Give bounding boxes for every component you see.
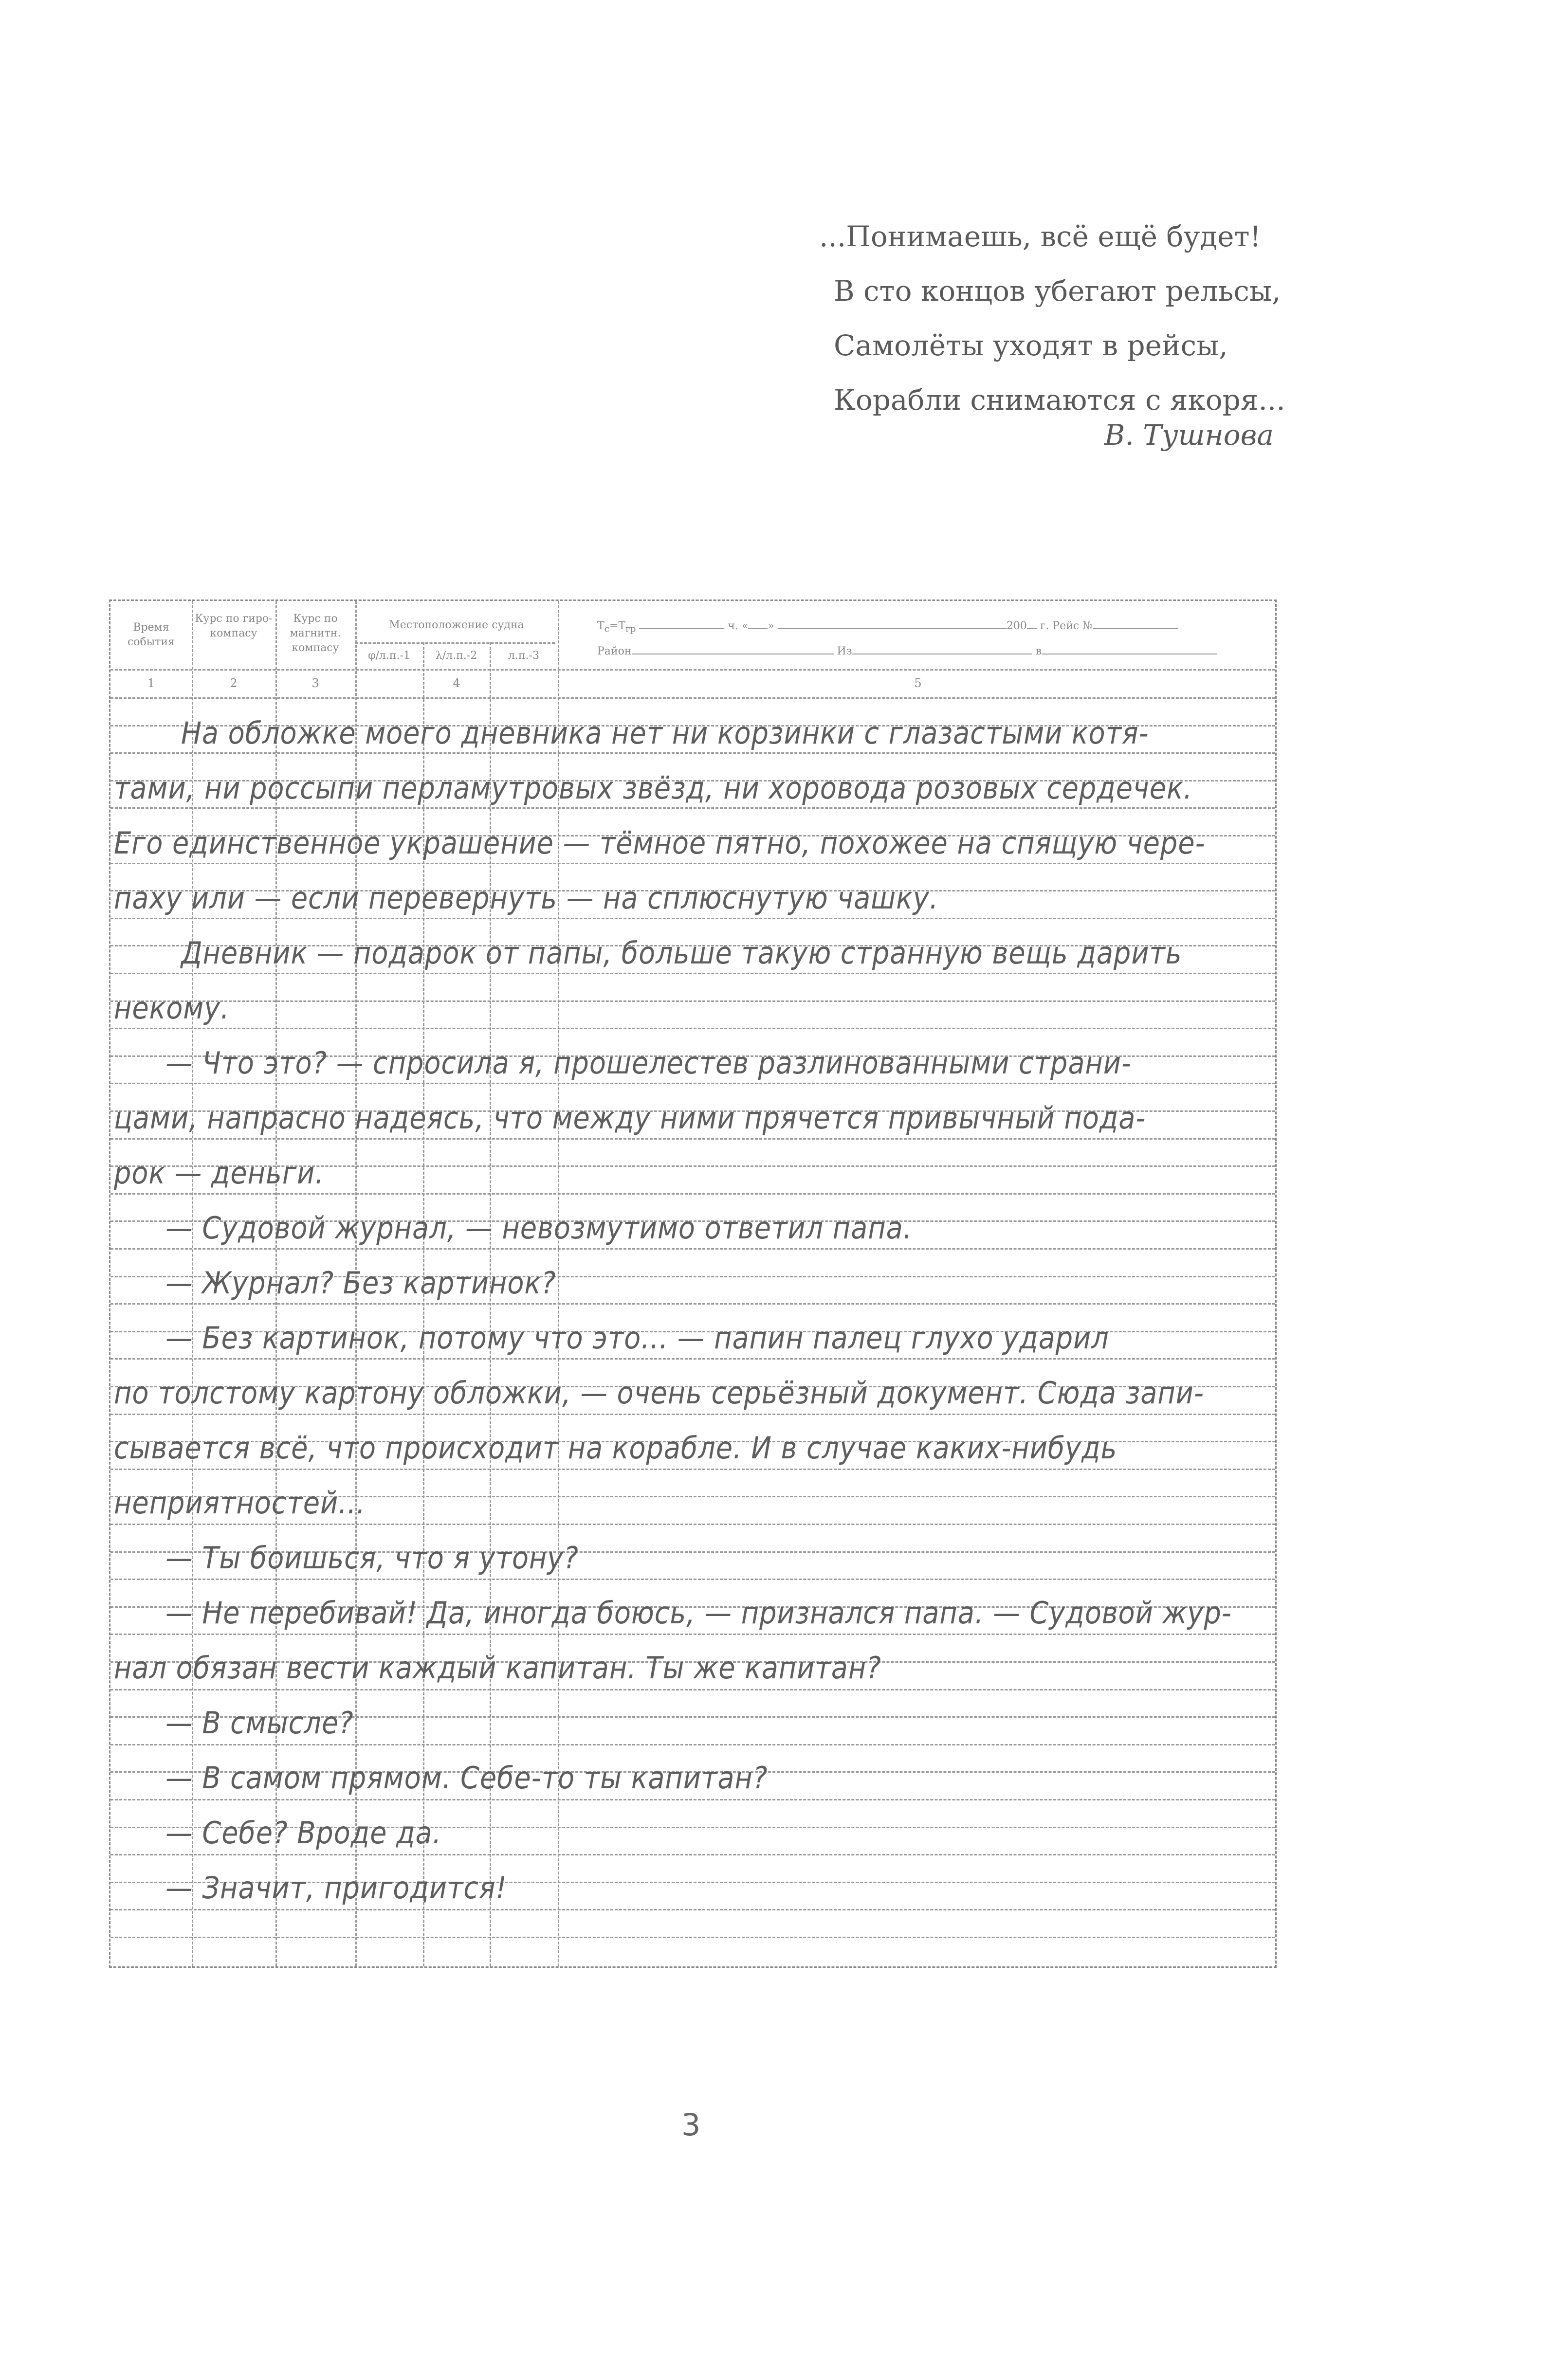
text-line: — Не перебивай! Да, иногда боюсь, — признался папа. — Судовой жур- <box>165 1595 1232 1631</box>
ruled-line <box>110 1799 1275 1800</box>
ruled-line <box>110 1937 1275 1938</box>
epigraph-author: В. Тушнова <box>1104 418 1274 452</box>
epigraph <box>819 209 1285 427</box>
ruled-line <box>110 1579 1275 1580</box>
column-header-magnetic: Курс по магнитн. компасу <box>290 613 341 654</box>
text-line: Дневник — подарок от папы, больше такую странную вещь дарить <box>181 935 1182 971</box>
ruled-line <box>110 1028 1275 1029</box>
header-divider <box>110 669 1275 671</box>
meta-line-route: Район Из в <box>597 645 1217 657</box>
ruled-line <box>110 1414 1275 1415</box>
text-line: нал обязан вести каждый капитан. Ты же капитан? <box>114 1650 881 1686</box>
ruled-line <box>110 1248 1275 1250</box>
text-line: неприятностей... <box>114 1485 366 1521</box>
ruled-line <box>110 1689 1275 1690</box>
ruled-line <box>110 1744 1275 1745</box>
text-line: — Себе? Вроде да. <box>165 1815 442 1851</box>
text-line: — Ты боишься, что я утону? <box>165 1540 579 1576</box>
column-number: 2 <box>230 676 238 690</box>
ruled-line <box>110 1138 1275 1140</box>
text-line: некому. <box>114 990 230 1026</box>
column-header-gyro: Курс по гиро-компасу <box>195 613 273 639</box>
ruled-line <box>110 1193 1275 1195</box>
text-line: Его единственное украшение — тёмное пятно, похожее на спящую чере- <box>114 825 1206 861</box>
meta-line-time-date: $Т_с=Т_{гр}$ ч. « » 200 г. Рейс № <box>597 619 1178 634</box>
ruled-line <box>110 1303 1275 1305</box>
text-line: — В смысле? <box>165 1705 354 1741</box>
text-line: — Журнал? Без картинок? <box>165 1265 556 1301</box>
text-line: — В самом прямом. Себе-то ты капитан? <box>165 1760 768 1796</box>
text-line: тами, ни россыпи перламутровых звёзд, ни хоровода розовых сердечек. <box>114 770 1193 806</box>
subheader-divider <box>355 642 555 644</box>
ruled-line <box>110 1083 1275 1084</box>
column-number: 5 <box>914 676 922 690</box>
text-line: — Судовой журнал, — невозмутимо ответил папа. <box>165 1210 913 1246</box>
text-line: — Значит, пригодится! <box>165 1870 507 1906</box>
ruled-line <box>110 752 1275 754</box>
text-line: по толстому картону обложки, — очень серьёзный документ. Сюда запи- <box>114 1375 1204 1411</box>
epigraph-line: Самолёты уходят в рейсы, <box>834 329 1228 362</box>
epigraph-line: Корабли снимаются с якоря... <box>834 383 1285 417</box>
text-line: рок — деньги. <box>114 1155 324 1191</box>
ruled-line <box>110 1469 1275 1470</box>
ruled-line <box>110 1909 1275 1910</box>
ruled-line <box>110 807 1275 809</box>
text-line: На обложке моего дневника нет ни корзинки с глазастыми котя- <box>181 715 1149 751</box>
text-line: паху или — если перевернуть — на сплюснутую чашку. <box>114 880 939 916</box>
ruled-line <box>110 1000 1275 1002</box>
ruled-line <box>110 973 1275 974</box>
subheader-lp2: λ/л.п.-2 <box>435 650 477 662</box>
ruled-line <box>110 1358 1275 1360</box>
ruled-line <box>110 918 1275 919</box>
ruled-line <box>110 1854 1275 1855</box>
text-line: сывается всё, что происходит на корабле. И в случае каких-нибудь <box>114 1430 1117 1466</box>
number-row-divider <box>110 697 1275 699</box>
ruled-line <box>110 1524 1275 1525</box>
column-number: 4 <box>453 676 460 690</box>
text-line: цами, напрасно надеясь, что между ними прячется привычный пода- <box>114 1100 1146 1136</box>
text-line: — Без картинок, потому что это... — папин палец глухо ударил <box>165 1320 1109 1356</box>
epigraph-line: ...Понимаешь, всё ещё будет! <box>819 220 1261 253</box>
ruled-line <box>110 863 1275 864</box>
ruled-line <box>110 1634 1275 1635</box>
subheader-lp1: φ/л.п.-1 <box>368 650 410 662</box>
epigraph-line: В сто концов убегают рельсы, <box>834 274 1281 308</box>
column-header-time: Время события <box>127 621 175 648</box>
column-number: 1 <box>147 676 155 690</box>
column-number: 3 <box>311 676 319 690</box>
column-header-position: Местоположение судна <box>389 619 524 631</box>
page-number: 3 <box>681 2107 701 2143</box>
text-line: — Что это? — спросила я, прошелестев разлинованными страни- <box>165 1045 1132 1081</box>
subheader-lp3: л.п.-3 <box>508 650 540 662</box>
